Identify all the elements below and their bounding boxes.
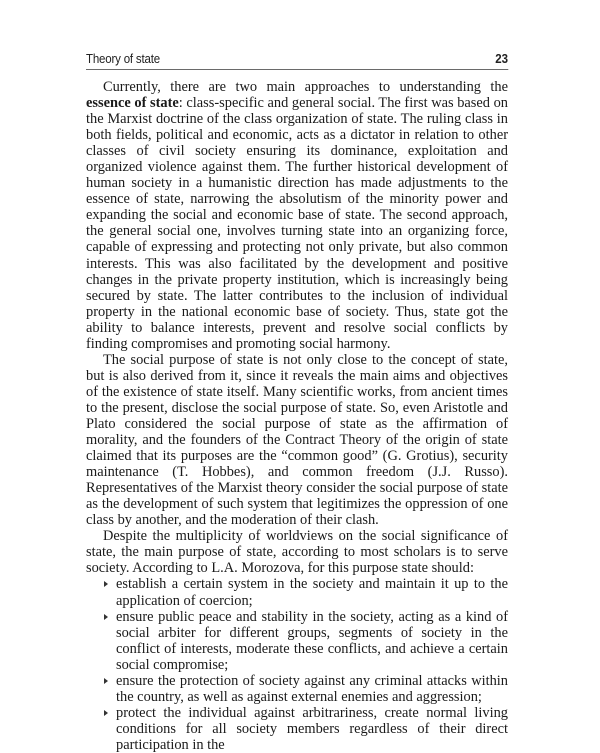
list-item-text: establish a certain system in the society and maintain it up to the application of coercion; bbox=[116, 576, 508, 609]
list-item bbox=[86, 576, 508, 608]
list-item bbox=[86, 705, 508, 753]
running-header bbox=[86, 52, 508, 70]
list-item-text: ensure the protection of society against any criminal attacks within the country, as well as against external enemies and aggression; bbox=[116, 672, 508, 705]
page-number: 23 bbox=[495, 52, 509, 66]
list-item bbox=[86, 609, 508, 673]
bullet-list bbox=[86, 576, 508, 753]
triangle-bullet-icon bbox=[104, 678, 108, 684]
triangle-bullet-icon bbox=[104, 614, 108, 620]
document-page bbox=[86, 52, 508, 753]
triangle-bullet-icon bbox=[104, 581, 108, 587]
triangle-bullet-icon bbox=[104, 710, 108, 716]
paragraph-rest: : class-specific and general social. The first was based on the Marxist doctrine of the class organization of state. The ruling class in both fields, political and economic, acts as a dictator in relation to other classes of civil society ensuring its dominance, exploitation and organized violence against them. The further historical development of human society in a humanistic direction has made adjustments to the essence of state, narrowing the absolutism of the minority power and expanding the social and economic base of state. The second approach, the general social one, involves turning state into an organizing force, capable of expressing and protecting not only private, but also common interests. This was also facilitated by the development and positive changes in the private property institution, which is increasingly being secured by state. The latter contributes to the inclusion of individual property in the national economic base of society. Thus, state got the ability to balance interests, prevent and resolve social conflicts by finding compromises and promoting social harmony. bbox=[86, 95, 508, 352]
list-item-text: protect the individual against arbitrariness, create normal living conditions for all society members regardless of their direct participation in the bbox=[116, 704, 508, 753]
paragraph-lead: Currently, there are two main approaches to understanding the bbox=[103, 79, 508, 95]
paragraph-essence-of-state bbox=[86, 79, 508, 352]
list-item bbox=[86, 673, 508, 705]
paragraph-social-purpose: The social purpose of state is not only close to the concept of state, but is also derived from it, since it reveals the main aims and objectives of the existence of state itself. Many scientific works, from ancient times to the present, disclose the social purpose of state. So, even Aristotle and Plato considered the social purpose of state as the affirmation of morality, and the founders of the Contract Theory of the origin of state claimed that its purposes are the “common good” (G. Grotius), security maintenance (T. Hobbes), and common freedom (J.J. Russo). Representatives of the Marxist theory consider the social purpose of state as the development of such system that legitimizes the oppression of one class by another, and the moderation of their clash. bbox=[86, 351, 509, 529]
body-text bbox=[86, 79, 508, 753]
paragraph-main-purpose: Despite the multiplicity of worldviews on the social significance of state, the main purpose of state, according to most scholars is to serve society. According to L.A. Morozova, for this purpose state should: bbox=[86, 528, 508, 577]
list-item-text: ensure public peace and stability in the society, acting as a kind of social arbiter for different groups, segments of society in the conflict of interests, moderate these conflicts, and achieve a certain social compromise; bbox=[116, 608, 508, 673]
running-head-title: Theory of state bbox=[86, 52, 160, 66]
bold-term: essence of state bbox=[86, 95, 179, 112]
